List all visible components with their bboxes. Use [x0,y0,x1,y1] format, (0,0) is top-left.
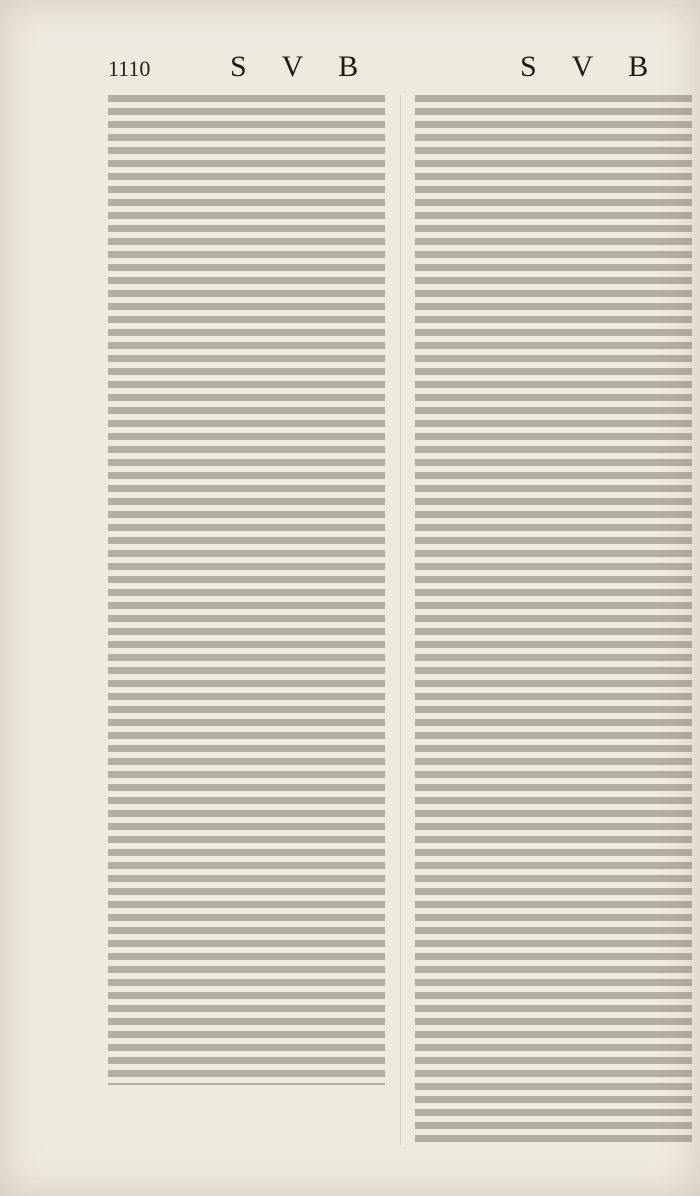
page-number: 1110 [108,56,151,81]
column-gutter [400,95,401,1145]
page-header [0,48,700,88]
left-text-column [108,95,385,1085]
right-text-column [415,95,692,1145]
running-head-right: S V B [520,50,663,83]
running-head-left: S V B [230,50,373,83]
